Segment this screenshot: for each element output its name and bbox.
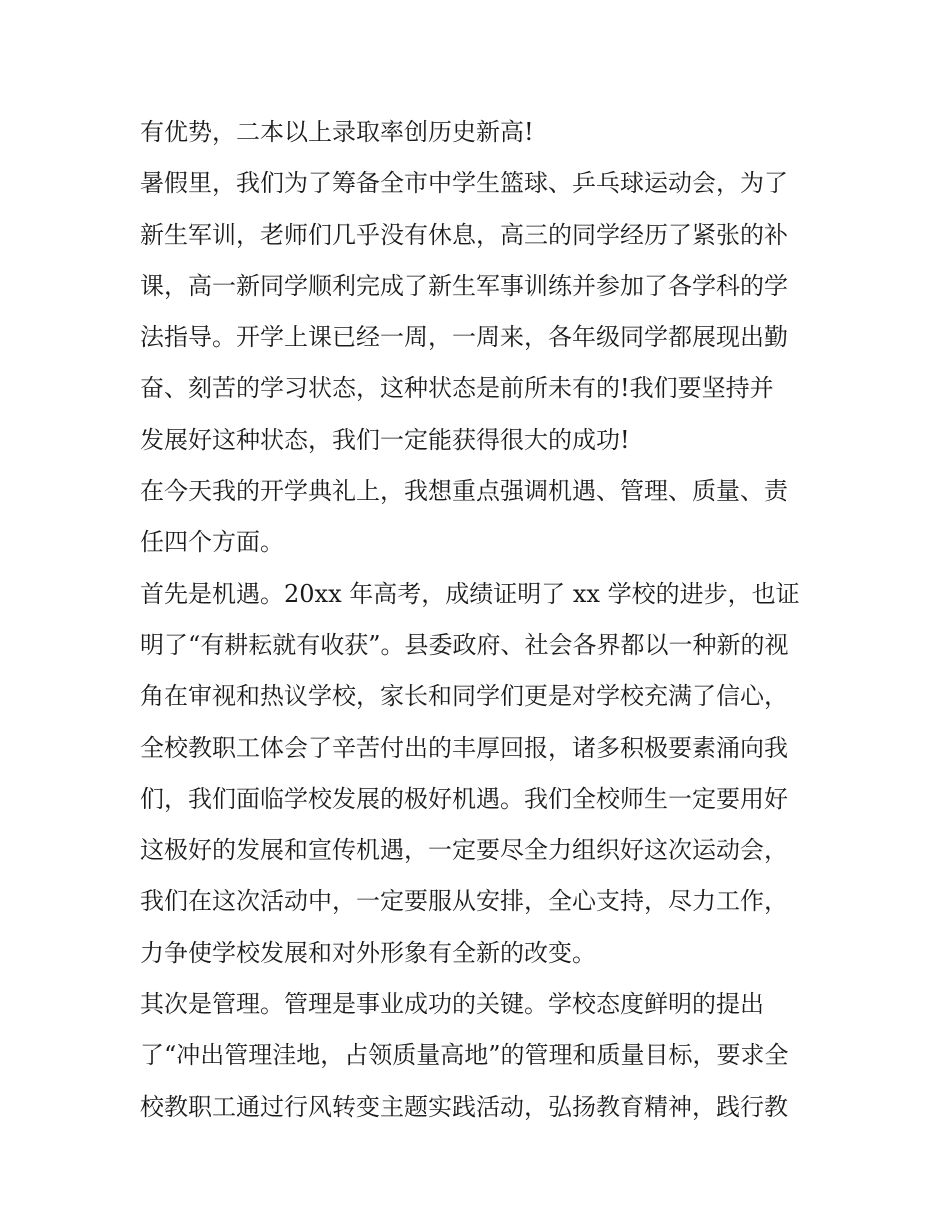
text-line: 我们在这次活动中，一定要服从安排，全心支持，尽力工作，	[140, 887, 788, 916]
text-line: 校教职工通过行风转变主题实践活动，弘扬教育精神，践行教	[140, 1092, 788, 1121]
text-line: 任四个方面。	[140, 528, 284, 557]
text-line: 这极好的发展和宣传机遇，一定要尽全力组织好这次运动会，	[140, 836, 788, 865]
text-line: 明了“有耕耘就有收获”。县委政府、社会各界都以一种新的视	[140, 630, 789, 659]
body-text	[140, 107, 820, 1133]
text-line: 们，我们面临学校发展的极好机遇。我们全校师生一定要用好	[140, 784, 788, 813]
text-line: 全校教职工体会了辛苦付出的丰厚回报，诸多积极要素涌向我	[140, 733, 788, 762]
text-line: 了“冲出管理洼地，占领质量高地”的管理和质量目标，要求全	[140, 1041, 789, 1070]
text-line: 在今天我的开学典礼上，我想重点强调机遇、管理、质量、责	[140, 477, 788, 506]
text-line: 有优势，二本以上录取率创历史新高!	[140, 118, 534, 146]
text-line: 首先是机遇。20xx 年高考，成绩证明了 xx 学校的进步，也证	[140, 579, 800, 608]
text-line: 角在审视和热议学校，家长和同学们更是对学校充满了信心，	[140, 682, 788, 711]
text-line: 发展好这种状态，我们一定能获得很大的成功!	[140, 425, 630, 454]
text-line: 力争使学校发展和对外形象有全新的改变。	[140, 938, 596, 967]
text-line: 课，高一新同学顺利完成了新生军事训练并参加了各学科的学	[140, 271, 788, 300]
text-line: 暑假里，我们为了筹备全市中学生篮球、乒乓球运动会，为了	[140, 169, 788, 198]
text-line: 法指导。开学上课已经一周，一周来，各年级同学都展现出勤	[140, 323, 788, 352]
text-line: 奋、刻苦的学习状态，这种状态是前所未有的!我们要坚持并	[140, 374, 774, 403]
text-line: 新生军训，老师们几乎没有休息，高三的同学经历了紧张的补	[140, 220, 788, 249]
text-line: 其次是管理。管理是事业成功的关键。学校态度鲜明的提出	[140, 990, 764, 1019]
